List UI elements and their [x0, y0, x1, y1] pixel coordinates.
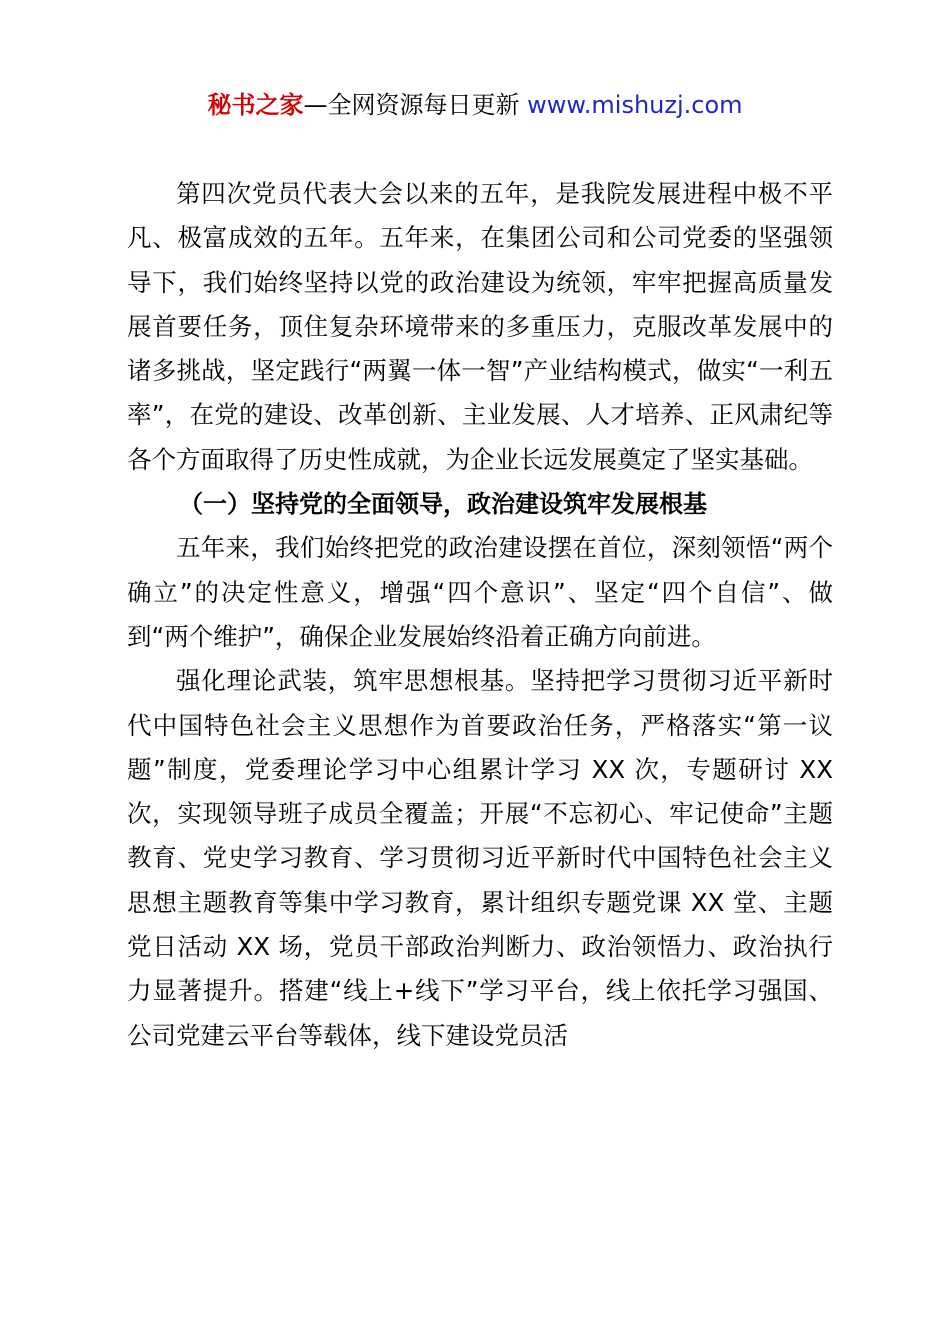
- intro-paragraph: 第四次党员代表大会以来的五年，是我院发展进程中极不平凡、极富成效的五年。五年来，在集团公司和公司党委的坚强领导下，我们始终坚持以党的政治建设为统领，牢牢把握高质量发展首要任务，顶住复杂环境带来的多重压力，克服改革发展中的诸多挑战，坚定践行“两翼一体一智”产业结构模式，做实“一利五率”，在党的建设、改革创新、主业发展、人才培养、正风肃纪等各个方面取得了历史性成就，为企业长远发展奠定了坚实基础。: [127, 179, 833, 474]
- paragraph-political-construction: 五年来，我们始终把党的政治建设摆在首位，深刻领悟“两个确立”的决定性意义，增强“四个意识”、坚定“四个自信”、做到“两个维护”，确保企业发展始终沿着正确方向前进。: [127, 533, 833, 651]
- site-slogan: —全网资源每日更新: [303, 91, 528, 119]
- site-header: [0, 88, 950, 122]
- site-brand: 秘书之家: [207, 91, 304, 119]
- paragraph-theory-study: 强化理论武装，筑牢思想根基。坚持把学习贯彻习近平新时代中国特色社会主义思想作为首要政治任务，严格落实“第一议题”制度，党委理论学习中心组累计学习 XX 次，专题研讨 XX 次，实现领导班子成员全覆盖；开展“不忘初心、牢记使命”主题教育、党史学习教育、学习贯彻习近平新时代中国特色社会主义思想主题教育等集中学习教育，累计组织专题党课 XX 堂、主题党日活动 XX 场，党员干部政治判断力、政治领悟力、政治执行力显著提升。搭建“线上+线下”学习平台，线上依托学习强国、公司党建云平台等载体，线下建设党员活: [127, 666, 833, 1050]
- document-body: [127, 172, 833, 1058]
- site-url-link[interactable]: www.mishuzj.com: [527, 91, 743, 119]
- section-heading: （一）坚持党的全面领导，政治建设筑牢发展根基: [179, 490, 707, 519]
